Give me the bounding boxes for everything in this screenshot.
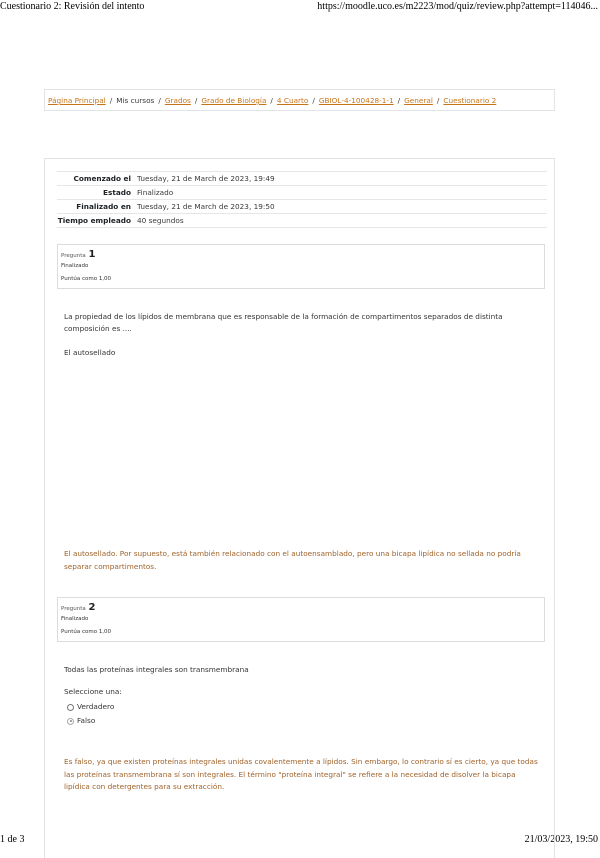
- breadcrumb-separator: /: [397, 96, 401, 105]
- attempt-summary-table: [57, 171, 547, 228]
- print-header-url: https://moodle.uco.es/m2223/mod/quiz/review.php?attempt=114046...: [317, 1, 598, 12]
- radio-unchecked-icon[interactable]: [67, 704, 74, 711]
- radio-checked-icon[interactable]: [67, 718, 74, 725]
- summary-key: Estado: [103, 188, 131, 197]
- question-label: Pregunta: [61, 606, 86, 612]
- summary-value: Tuesday, 21 de March de 2023, 19:50: [137, 202, 275, 211]
- summary-row-time-taken: [57, 213, 547, 228]
- breadcrumb-course-link[interactable]: GBIOL-4-100428-1-1: [318, 96, 394, 105]
- question-grade: Puntúa como 1,00: [61, 629, 112, 635]
- breadcrumb-separator: /: [158, 96, 161, 105]
- summary-key: Tiempo empleado: [57, 216, 131, 225]
- breadcrumb-home-link[interactable]: Página Principal: [48, 96, 106, 105]
- breadcrumb: [44, 89, 555, 111]
- question-2-info: [57, 597, 545, 642]
- print-footer-datetime: 21/03/2023, 19:50: [524, 834, 598, 845]
- question-1-feedback: El autosellado. Por supuesto, está también relacionado con el autoensamblado, pero una bicapa lipídica no sellada no podría separar compartimentos.: [64, 549, 521, 571]
- print-footer-page: 1 de 3: [0, 834, 25, 845]
- breadcrumb-my-courses: Mis cursos: [116, 96, 155, 105]
- answer-options: [64, 700, 544, 728]
- question-1-answer: El autosellado: [64, 348, 116, 357]
- question-number-value: 1: [88, 249, 96, 260]
- question-number: [61, 602, 541, 613]
- breadcrumb-grado-biologia-link[interactable]: Grado de Biología: [201, 96, 267, 105]
- option-label: Falso: [77, 716, 96, 725]
- breadcrumb-separator: /: [436, 96, 440, 105]
- question-state: Finalizado: [61, 263, 89, 269]
- option-verdadero[interactable]: [64, 700, 544, 714]
- question-number-value: 2: [88, 602, 96, 613]
- summary-key: Finalizado en: [76, 202, 131, 211]
- breadcrumb-separator: /: [312, 96, 315, 105]
- breadcrumb-general-link[interactable]: General: [404, 96, 433, 105]
- summary-value: Tuesday, 21 de March de 2023, 19:49: [137, 174, 275, 183]
- summary-key: Comenzado el: [73, 174, 131, 183]
- breadcrumb-quiz-link[interactable]: Cuestionario 2: [443, 96, 497, 105]
- question-label: Pregunta: [61, 253, 86, 259]
- summary-row-state: [57, 185, 547, 199]
- option-label: Verdadero: [77, 702, 115, 711]
- question-1-text: La propiedad de los lípidos de membrana que es responsable de la formación de compartimentos separados de distinta composición es ....: [64, 312, 503, 333]
- summary-row-started: [57, 171, 547, 185]
- breadcrumb-separator: /: [194, 96, 198, 105]
- question-grade: Puntúa como 1,00: [61, 276, 112, 282]
- question-number: [61, 249, 541, 260]
- option-falso[interactable]: [64, 714, 544, 728]
- breadcrumb-cuarto-link[interactable]: 4 Cuarto: [276, 96, 309, 105]
- print-header-title: Cuestionario 2: Revisión del intento: [0, 1, 145, 12]
- question-2-text: Todas las proteínas integrales son transmembrana: [64, 665, 249, 674]
- question-2-feedback: Es falso, ya que existen proteínas integrales unidas covalentemente a lípidos. Sin embargo, lo contrario sí es cierto, ya que todas las proteínas transmembrana sí son integrales. El término "proteína integral" se refiere a la necesidad de disolver la bicapa lipídica con detergentes para su extracción.: [64, 757, 538, 791]
- breadcrumb-separator: /: [109, 96, 113, 105]
- summary-value: 40 segundos: [137, 216, 184, 225]
- question-1-info: [57, 244, 545, 289]
- summary-row-finished: [57, 199, 547, 213]
- answer-prompt: Seleccione una:: [64, 687, 122, 696]
- summary-value: Finalizado: [137, 188, 174, 197]
- question-state: Finalizado: [61, 616, 89, 622]
- breadcrumb-separator: /: [270, 96, 273, 105]
- breadcrumb-grados-link[interactable]: Grados: [164, 96, 191, 105]
